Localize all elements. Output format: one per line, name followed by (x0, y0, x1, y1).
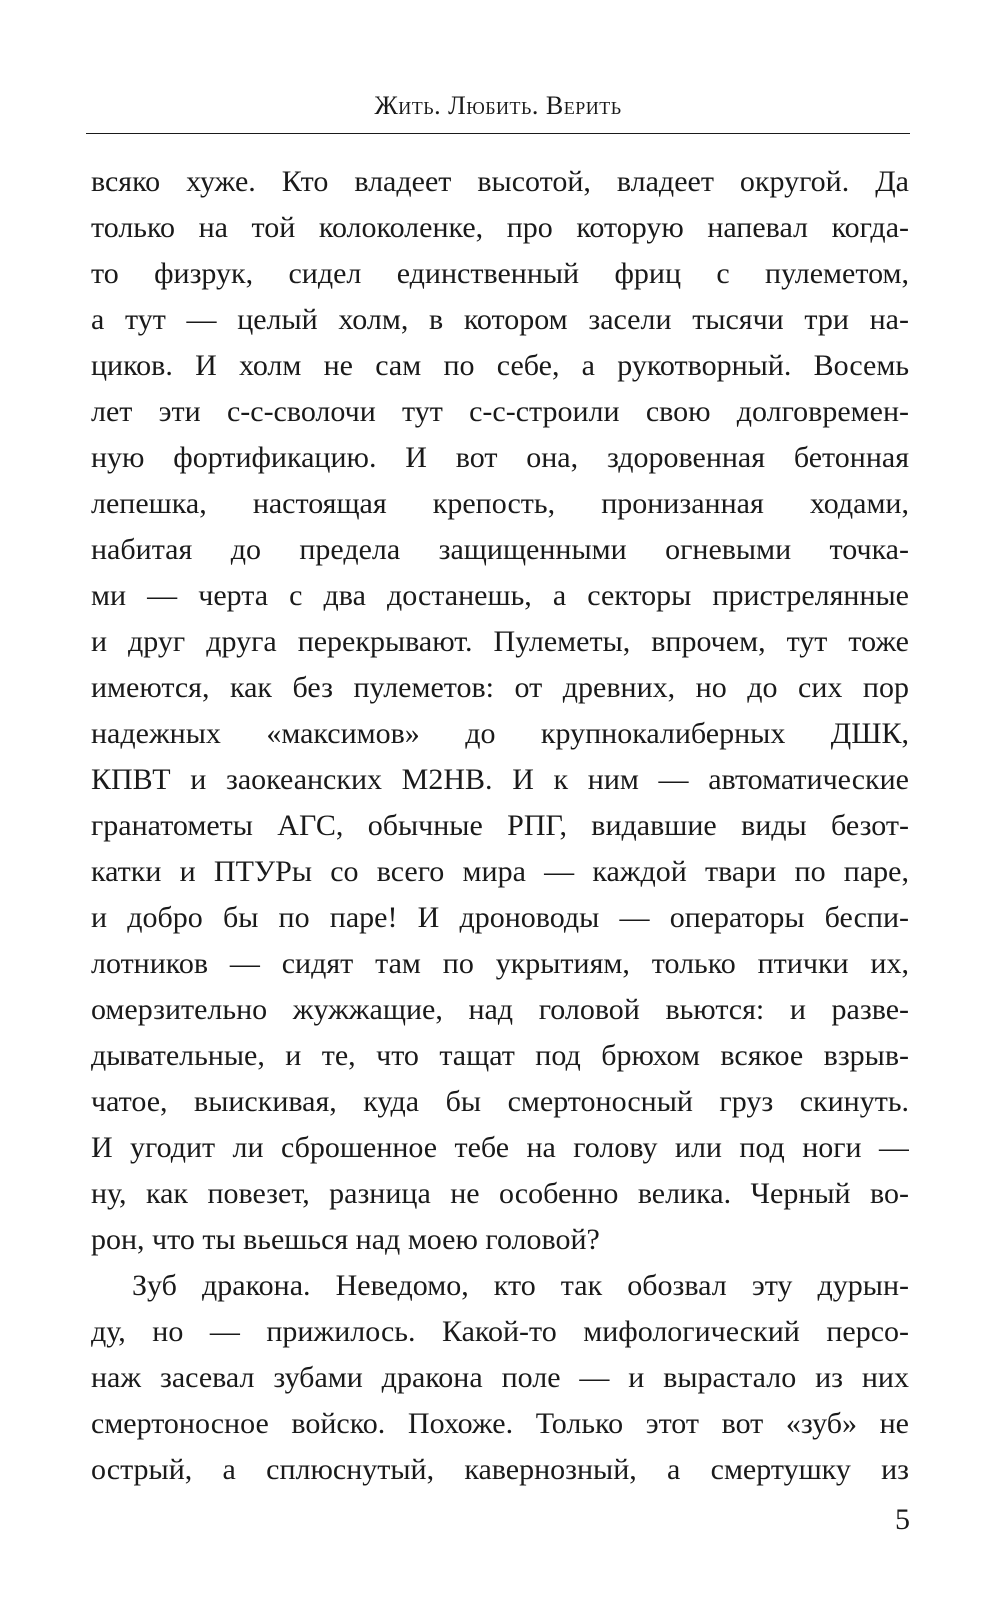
text-line: смертоносное войско. Похоже. Только этот вот «зуб» не (91, 1407, 909, 1440)
text-line: рон, что ты вьешься над моею головой? (91, 1223, 600, 1256)
text-line: надежных «максимов» до крупнокалиберных ДШК, (91, 717, 909, 750)
body-text (91, 159, 909, 1493)
text-line: и друг друга перекрывают. Пулеметы, впрочем, тут тоже (91, 625, 909, 658)
text-line: ду, но — прижилось. Какой-то мифологический персо- (91, 1315, 909, 1348)
text-line: омерзительно жужжащие, над головой вьются: и разве- (91, 993, 909, 1026)
text-line: лет эти с-с-сволочи тут с-с-строили свою долговремен- (91, 395, 909, 428)
text-line: то физрук, сидел единственный фриц с пулеметом, (91, 257, 909, 290)
header-rule (86, 133, 910, 134)
text-line: КПВТ и заокеанских М2НВ. И к ним — автоматические (91, 763, 909, 796)
text-line: гранатометы АГС, обычные РПГ, видавшие виды безот- (91, 809, 909, 842)
text-line: имеются, как без пулеметов: от древних, но до сих пор (91, 671, 909, 704)
running-head: Жить. Любить. Верить (374, 91, 622, 120)
text-line: И угодит ли сброшенное тебе на голову или под ноги — (91, 1131, 909, 1164)
paragraph (91, 159, 909, 1263)
text-line: только на той колоколенке, про которую напевал когда- (91, 211, 909, 244)
page-number: 5 (895, 1503, 910, 1536)
text-line: лотников — сидят там по укрытиям, только птички их, (91, 947, 909, 980)
text-line: дывательные, и те, что тащат под брюхом всякое взрыв- (91, 1039, 909, 1072)
text-line: а тут — целый холм, в котором засели тысячи три на- (91, 303, 909, 336)
text-line: лепешка, настоящая крепость, пронизанная ходами, (91, 487, 909, 520)
text-line: острый, а сплюснутый, кавернозный, а смертушку из (91, 1453, 909, 1486)
text-line: ми — черта с два достанешь, а секторы пристрелянные (91, 579, 909, 612)
text-line: ну, как повезет, разница не особенно велика. Черный во- (91, 1177, 909, 1210)
text-line: наж засевал зубами дракона поле — и вырастало из них (91, 1361, 909, 1394)
text-line: ную фортификацию. И вот она, здоровенная бетонная (91, 441, 909, 474)
text-line: чатое, выискивая, куда бы смертоносный груз скинуть. (91, 1085, 909, 1118)
text-line: набитая до предела защищенными огневыми точка- (91, 533, 909, 566)
text-line: и добро бы по паре! И дроноводы — операторы беспи- (91, 901, 909, 934)
text-line: циков. И холм не сам по себе, а рукотворный. Восемь (91, 349, 909, 382)
text-line: всяко хуже. Кто владеет высотой, владеет округой. Да (91, 165, 909, 198)
paragraph (91, 1263, 909, 1493)
text-line: Зуб дракона. Неведомо, кто так обозвал эту дурын- (132, 1269, 909, 1302)
text-line: катки и ПТУРы со всего мира — каждой твари по паре, (91, 855, 909, 888)
